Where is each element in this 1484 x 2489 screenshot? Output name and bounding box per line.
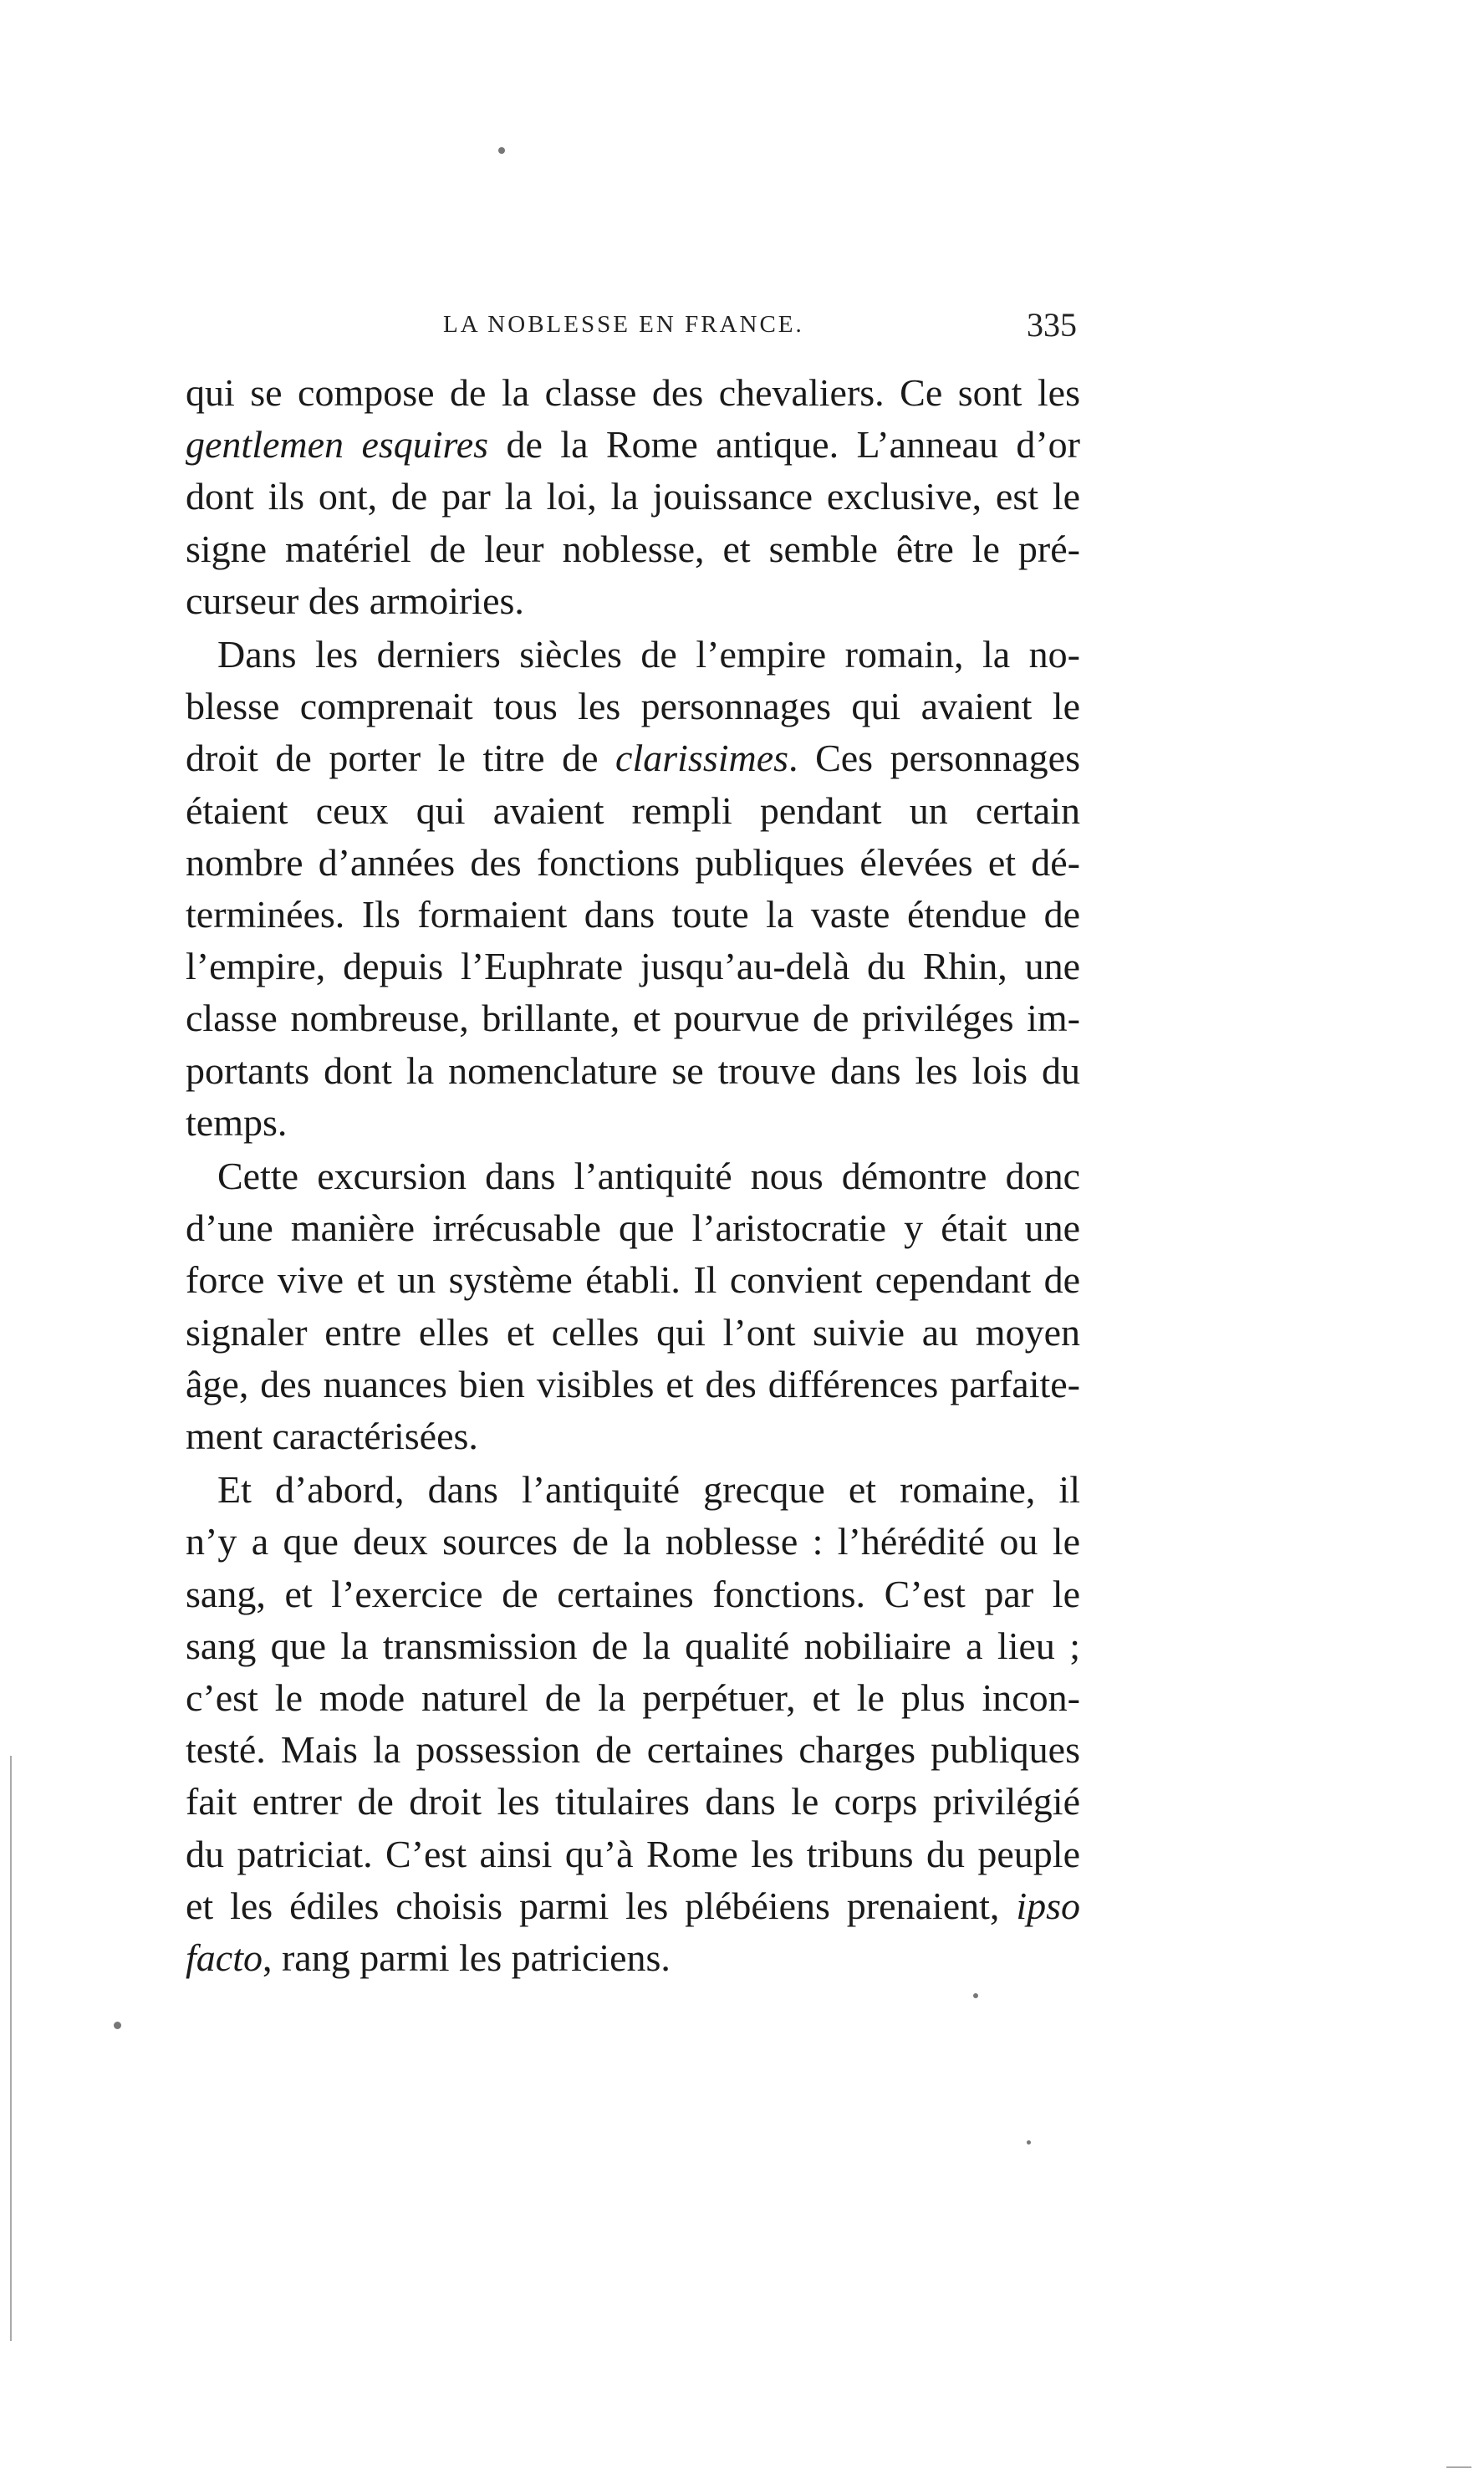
text-line: [186, 420, 1080, 472]
scan-speck: [114, 2022, 121, 2029]
text-run: portants dont la nomenclature se trouve dans les lois du: [186, 1048, 1080, 1092]
text-line: [186, 1046, 1080, 1098]
text-line: [186, 1411, 1080, 1463]
text-run: . Ces personnages: [788, 737, 1080, 780]
text-line: [186, 1308, 1080, 1359]
text-line: [186, 1725, 1080, 1777]
text-line: [186, 576, 1080, 628]
text-line: [186, 1933, 1080, 1985]
text-line: [217, 1151, 1080, 1203]
text-run: âge, des nuances bien visibles et des différences parfaite-: [186, 1362, 1080, 1405]
text-run: dont ils ont, de par la loi, la jouissance exclusive, est le: [186, 475, 1080, 518]
running-title: LA NOBLESSE EN FRANCE.: [443, 311, 804, 338]
text-line: [186, 1569, 1080, 1621]
text-run: Et d’abord, dans l’antiquité grecque et romaine, il: [217, 1468, 1080, 1512]
text-line: [186, 1203, 1080, 1255]
text-line: [186, 890, 1080, 941]
text-line: [217, 630, 1080, 681]
text-run: l’empire, depuis l’Euphrate jusqu’au-delà du Rhin, une: [186, 945, 1080, 988]
text-line: [186, 1255, 1080, 1307]
text-line: [186, 993, 1080, 1045]
text-line: [186, 733, 1080, 785]
text-line: [186, 1829, 1080, 1881]
page-number: 335: [1027, 306, 1077, 344]
text-line: [186, 1098, 1080, 1150]
text-run: ment caractérisées.: [186, 1415, 478, 1457]
scan-speck: [973, 1993, 978, 1998]
text-run: et les édiles choisis parmi les plébéiens prenaient,: [186, 1884, 1017, 1927]
text-run: qui se compose de la classe des chevaliers. Ce sont les: [186, 371, 1080, 414]
text-line: [186, 786, 1080, 838]
text-run: blesse comprenait tous les personnages qui avaient le: [186, 685, 1080, 728]
text-run: étaient ceux qui avaient rempli pendant un certain: [186, 788, 1080, 832]
text-line: [186, 1359, 1080, 1411]
text-run: droit de porter le titre de: [186, 737, 616, 780]
italic-phrase: ipso: [1016, 1884, 1080, 1927]
text-run: signaler entre elles et celles qui l’ont suivie au moyen: [186, 1310, 1080, 1354]
text-run: testé. Mais la possession de certaines charges publiques: [186, 1728, 1080, 1772]
scan-speck: [1027, 2140, 1031, 2145]
text-run: curseur des armoiries.: [186, 579, 524, 622]
text-run: sang, et l’exercice de certaines fonctions. C’est par le: [186, 1572, 1080, 1615]
text-line: [186, 838, 1080, 890]
text-run: sang que la transmission de la qualité nobiliaire a lieu ;: [186, 1624, 1080, 1667]
text-run: terminées. Ils formaient dans toute la vaste étendue de: [186, 893, 1080, 936]
text-line: [186, 1881, 1080, 1933]
text-line: [186, 941, 1080, 993]
text-line: [186, 1777, 1080, 1828]
scan-margin-line: [10, 1756, 12, 2341]
scan-corner-mark: [1446, 2466, 1471, 2468]
text-run: n’y a que deux sources de la noblesse : l’hérédité ou le: [186, 1520, 1080, 1563]
text-run: force vive et un système établi. Il convient cependant de: [186, 1258, 1080, 1302]
text-line: [186, 368, 1080, 420]
text-line: [186, 1673, 1080, 1725]
italic-phrase: clarissimes: [615, 737, 789, 780]
text-run: c’est le mode naturel de la perpétuer, et le plus incon-: [186, 1676, 1080, 1719]
text-run: Dans les derniers siècles de l’empire romain, la no-: [217, 633, 1080, 676]
text-line: [186, 472, 1080, 523]
text-run: de la Rome antique. L’anneau d’or: [488, 423, 1080, 467]
text-run: signe matériel de leur noblesse, et semble être le pré-: [186, 527, 1080, 570]
text-run: Cette excursion dans l’antiquité nous démontre donc: [217, 1155, 1080, 1197]
text-line: [186, 1621, 1080, 1673]
text-run: , rang parmi les patriciens.: [262, 1936, 671, 1979]
text-run: fait entrer de droit les titulaires dans le corps privilégié: [186, 1780, 1080, 1823]
text-run: du patriciat. C’est ainsi qu’à Rome les tribuns du peuple: [186, 1832, 1080, 1875]
text-run: temps.: [186, 1100, 288, 1144]
text-line: [217, 1465, 1080, 1517]
italic-phrase: gentlemen esquires: [186, 423, 489, 467]
italic-phrase: facto: [186, 1936, 263, 1979]
text-run: nombre d’années des fonctions publiques élevées et dé-: [186, 840, 1080, 884]
text-run: classe nombreuse, brillante, et pourvue de priviléges im-: [186, 997, 1080, 1040]
text-line: [186, 1517, 1080, 1568]
text-line: [186, 524, 1080, 576]
text-line: [186, 681, 1080, 733]
text-run: d’une manière irrécusable que l’aristocratie y était une: [186, 1206, 1080, 1250]
scan-speck: [498, 147, 505, 154]
